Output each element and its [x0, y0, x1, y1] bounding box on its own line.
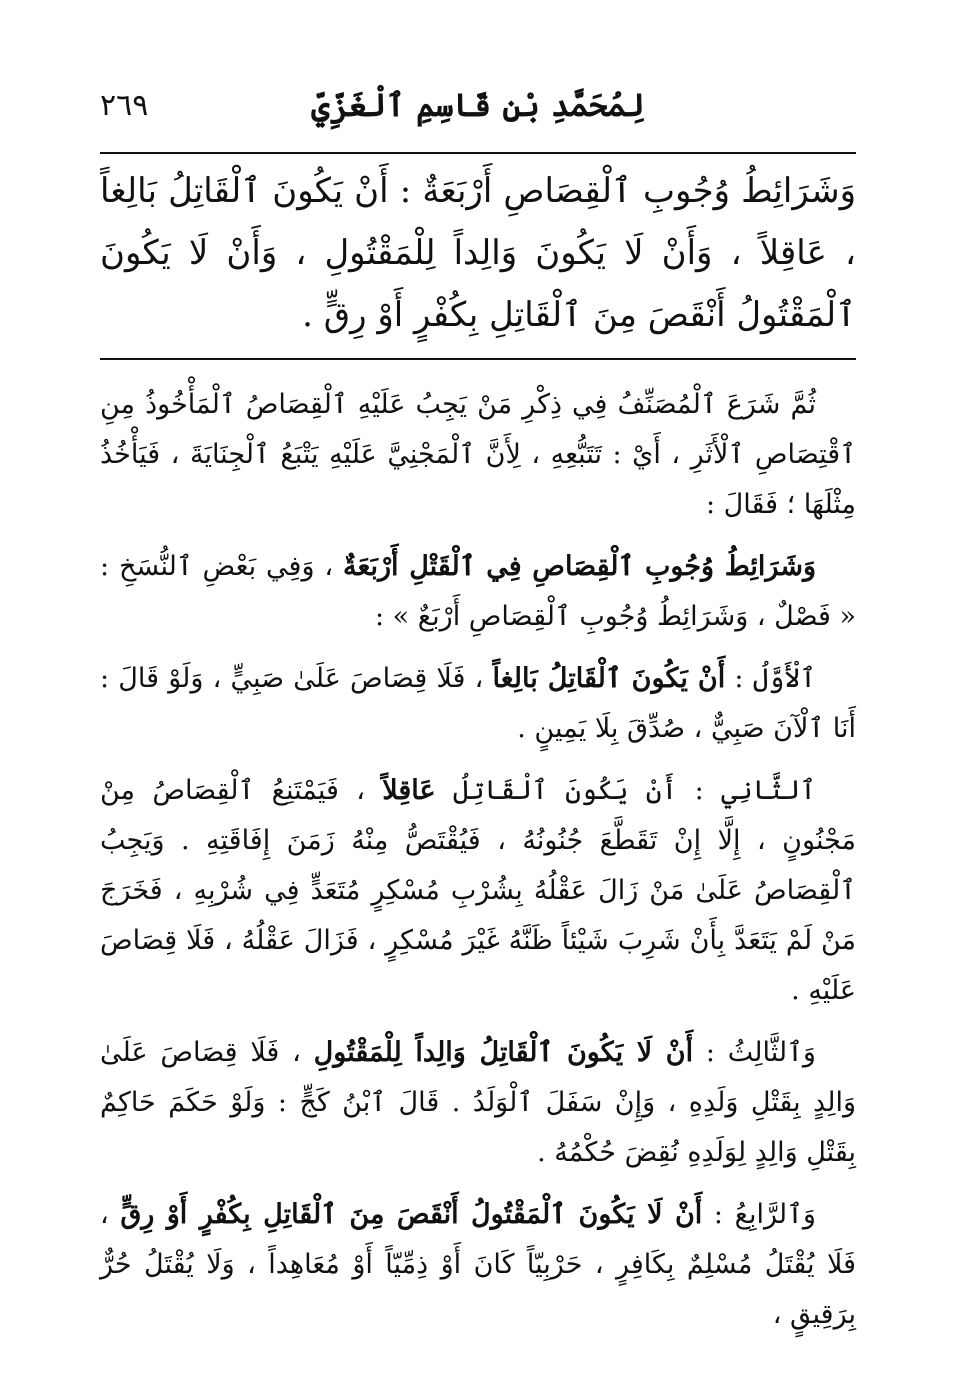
header-divider: [100, 152, 856, 154]
first-text: ، فَلَا قِصَاصَ عَلَىٰ صَبِيٍّ ، وَلَوْ قَالَ : أَنَا ٱلْآنَ صَبِيٌّ ، صُدِّقَ بِلَا يَمِينٍ .: [100, 663, 856, 744]
matn-text: وَشَرَائِطُ وُجُوبِ ٱلْقِصَاصِ أَرْبَعَةٌ : أَنْ يَكُونَ ٱلْقَاتِلُ بَالِغاً ، عَاقِلاً ، وَأَنْ لَا يَكُونَ وَالِداً لِلْمَقْتُولِ ، وَأَنْ لَا يَكُونَ ٱلْمَقْتُولُ أَنْقَصَ مِنَ ٱلْقَاتِلِ بِكُفْرٍ أَوْ رِقٍّ .: [100, 171, 856, 335]
page-header: [100, 86, 856, 146]
commentary-second: [100, 766, 856, 1016]
commentary-intro: ثُمَّ شَرَعَ ٱلْمُصَنِّفُ فِي ذِكْرِ مَنْ يَجِبُ عَلَيْهِ ٱلْقِصَاصُ ٱلْمَأْخُوذُ مِنِ ٱقْتِصَاصِ ٱلْأَثَرِ ، أَيْ : تَتَبُّعِهِ ، لِأَنَّ ٱلْمَجْنِيَّ عَلَيْهِ يَتْبَعُ ٱلْجِنَايَةَ ، فَيَأْخُذُ مِثْلَهَا ؛ فَقَالَ :: [100, 389, 856, 520]
matn-divider: [100, 358, 856, 360]
commentary-fourth: [100, 1190, 856, 1340]
first-lead: ٱلْأَوَّلُ :: [734, 663, 816, 694]
conditions-heading: وَشَرَائِطُ وُجُوبِ ٱلْقِصَاصِ فِي ٱلْقَتْلِ أَرْبَعَةٌ: [342, 551, 816, 582]
third-text: ، فَلَا قِصَاصَ عَلَىٰ وَالِدٍ بِقَتْلِ وَلَدِهِ ، وَإِنْ سَفَلَ ٱلْوَلَدُ . قَالَ ٱبْنُ كَجٍّ : وَلَوْ حَكَمَ حَاكِمٌ بِقَتْلِ وَالِدٍ لِوَلَدِهِ نُقِضَ حُكْمُهُ .: [100, 1037, 856, 1168]
running-title: لِمُحَمَّدِ بْنِ قَاسِمِ ٱلْغَزِّيِّ: [311, 86, 645, 124]
second-lead: ٱلثَّانِي : أَنْ يَكُونَ ٱلْقَاتِلُ: [452, 775, 816, 806]
commentary-conditions: [100, 542, 856, 642]
conditions-text: ، وَفِي بَعْضِ ٱلنُّسَخِ : « فَصْلٌ ، وَشَرَائِطُ وُجُوبِ ٱلْقِصَاصِ أَرْبَعٌ » :: [100, 551, 856, 632]
fourth-lead: وَٱلرَّابِعُ :: [713, 1199, 816, 1230]
page-number: ٢٦٩: [100, 88, 149, 123]
second-text: ، فَيَمْتَنِعُ ٱلْقِصَاصُ مِنْ مَجْنُونٍ ، إِلَّا إِنْ تَقَطَّعَ جُنُونُهُ ، فَيُقْتَصُّ مِنْهُ زَمَنَ إِفَاقَتِهِ . وَيَجِبُ ٱلْقِصَاصُ عَلَىٰ مَنْ زَالَ عَقْلُهُ بِشُرْبِ مُسْكِرٍ مُتَعَدٍّ فِي شُرْبِهِ ، فَخَرَجَ مَنْ لَمْ يَتَعَدَّ بِأَنْ شَرِبَ شَيْئاً ظَنَّهُ غَيْرَ مُسْكِرٍ ، فَزَالَ عَقْلُهُ ، فَلَا قِصَاصَ عَلَيْهِ .: [100, 775, 856, 1006]
third-condition: أَنْ لَا يَكُونَ ٱلْقَاتِلُ وَالِداً لِلْمَقْتُولِ: [313, 1037, 694, 1068]
third-lead: وَٱلثَّالِثُ :: [705, 1037, 816, 1068]
second-condition: عَاقِلاً: [382, 775, 436, 806]
commentary: [100, 380, 856, 1352]
commentary-first: [100, 654, 856, 754]
fourth-text: ، فَلَا يُقْتَلُ مُسْلِمٌ بِكَافِرٍ ، حَرْبِيّاً كَانَ أَوْ ذِمِّيّاً أَوْ مُعَاهِداً ، وَلَا يُقْتَلُ حُرٌّ بِرَقِيقٍ ،: [100, 1199, 856, 1330]
fourth-condition: أَنْ لَا يَكُونَ ٱلْمَقْتُولُ أَنْقَصَ مِنَ ٱلْقَاتِلِ بِكُفْرٍ أَوْ رِقٍّ: [120, 1199, 703, 1230]
first-condition: أَنْ يَكُونَ ٱلْقَاتِلُ بَالِغاً: [492, 663, 726, 694]
commentary-third: [100, 1028, 856, 1178]
